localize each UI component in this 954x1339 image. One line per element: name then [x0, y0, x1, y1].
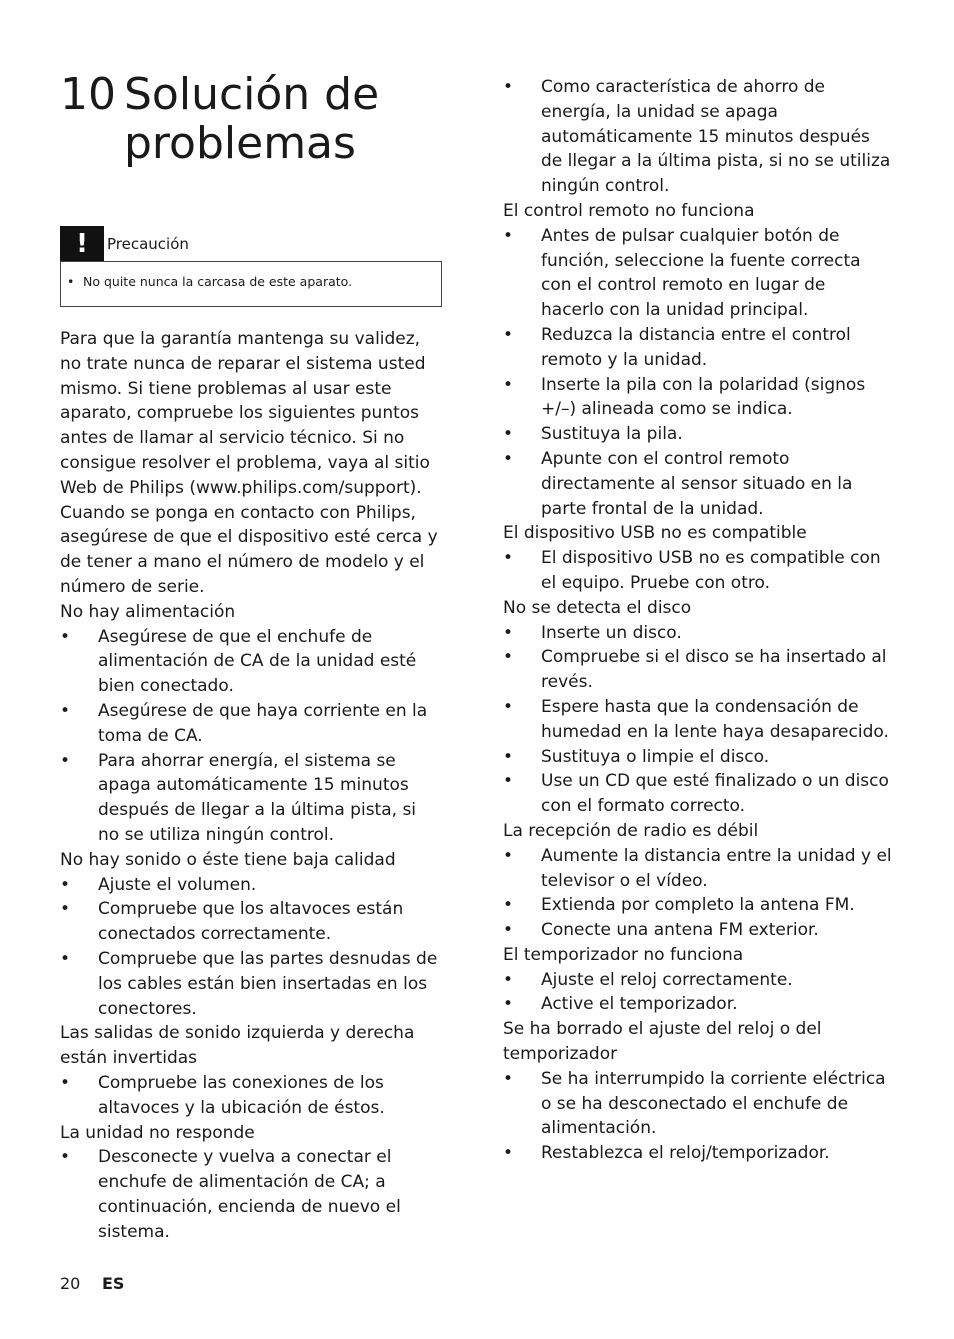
- bullet-list: [503, 546, 893, 596]
- bullet: •: [503, 1068, 514, 1089]
- list-item-text: Conecte una antena FM exterior.: [541, 920, 819, 941]
- list-item-text: Extienda por completo la antena FM.: [541, 895, 855, 916]
- list-item: [503, 323, 893, 373]
- list-item: [503, 373, 893, 423]
- continuation-list: [503, 75, 893, 199]
- bullet-list: [503, 968, 893, 1018]
- list-item: [503, 695, 893, 745]
- list-item: [60, 897, 440, 947]
- list-item-text: El dispositivo USB no es compatible con el equipo. Pruebe con otro.: [541, 548, 881, 593]
- list-item-text: Aumente la distancia entre la unidad y el televisor o el vídeo.: [541, 845, 892, 891]
- bullet: •: [503, 1143, 514, 1164]
- bullet: •: [503, 77, 514, 97]
- list-item-text: Se ha interrumpido la corriente eléctrica o se ha desconectado el enchufe de alimentación.: [541, 1068, 886, 1139]
- left-sections: [60, 600, 440, 1245]
- caution-box: [60, 261, 442, 307]
- left-column: [60, 327, 440, 1244]
- list-item: [60, 1071, 440, 1121]
- bullet-list: [503, 224, 893, 522]
- list-item: [503, 546, 893, 596]
- bullet: •: [60, 750, 71, 771]
- bullet-list: [503, 844, 893, 943]
- caution-label: Precaución: [107, 235, 189, 253]
- section-heading: No se detecta el disco: [503, 597, 692, 618]
- list-item-text: Como característica de ahorro de energía, la unidad se apaga automáticamente 15 minutos después de llegar a la última pista, si no se utiliza ningún control.: [541, 77, 891, 197]
- bullet: •: [60, 1072, 71, 1093]
- list-item: [503, 447, 893, 521]
- language-code: ES: [102, 1274, 125, 1293]
- bullet-list: [60, 873, 440, 1022]
- list-item-text: Restablezca el reloj/temporizador.: [541, 1143, 830, 1164]
- bullet: •: [503, 548, 514, 569]
- list-item: [503, 893, 893, 918]
- bullet: •: [503, 994, 514, 1015]
- exclamation-icon: !: [60, 226, 104, 262]
- list-item-text: Compruebe las conexiones de los altavoces y la ubicación de éstos.: [98, 1072, 385, 1118]
- list-item-text: Ajuste el volumen.: [98, 874, 257, 895]
- list-item: [503, 621, 893, 646]
- list-item: [503, 1067, 893, 1141]
- list-item: [503, 75, 893, 199]
- list-item-text: Inserte un disco.: [541, 622, 682, 643]
- bullet: •: [503, 225, 514, 246]
- bullet-list: [503, 621, 893, 819]
- section-heading: El dispositivo USB no es compatible: [503, 523, 807, 544]
- bullet: •: [503, 696, 514, 717]
- list-item-text: Compruebe que los altavoces están conectados correctamente.: [98, 899, 404, 945]
- caution-item-text: No quite nunca la carcasa de este aparato.: [83, 274, 353, 289]
- list-item: [503, 224, 893, 323]
- list-item-text: Para ahorrar energía, el sistema se apaga automáticamente 15 minutos después de llegar a la última pista, si no se utiliza ningún control.: [98, 750, 417, 845]
- list-item-text: Use un CD que esté finalizado o un disco con el formato correcto.: [541, 771, 889, 817]
- bullet-list: [60, 1145, 440, 1244]
- list-item-text: Sustituya o limpie el disco.: [541, 746, 770, 767]
- bullet: •: [60, 626, 71, 647]
- section-heading: Las salidas de sonido izquierda y derecha están invertidas: [60, 1023, 415, 1069]
- list-item-text: Active el temporizador.: [541, 994, 738, 1015]
- bullet: •: [60, 1147, 71, 1168]
- section-heading: La unidad no responde: [60, 1122, 255, 1143]
- list-item-text: Compruebe si el disco se ha insertado al revés.: [541, 647, 887, 693]
- section-heading: No hay alimentación: [60, 601, 236, 622]
- bullet: •: [503, 920, 514, 941]
- list-item: [60, 625, 440, 699]
- list-item-text: Asegúrese de que haya corriente en la toma de CA.: [98, 700, 428, 746]
- bullet: •: [60, 874, 71, 895]
- bullet-list: [60, 1071, 440, 1121]
- list-item-text: Desconecte y vuelva a conectar el enchufe de alimentación de CA; a continuación, encienda de nuevo el sistema.: [98, 1147, 401, 1242]
- bullet-list: [503, 1067, 893, 1166]
- bullet: •: [503, 374, 514, 395]
- list-item: [60, 749, 440, 848]
- list-item: [503, 769, 893, 819]
- list-item: [503, 645, 893, 695]
- list-item-text: Sustituya la pila.: [541, 424, 683, 445]
- bullet: •: [60, 948, 71, 969]
- list-item: [503, 844, 893, 894]
- list-item-text: Compruebe que las partes desnudas de los cables están bien insertadas en los conectores.: [98, 948, 438, 1019]
- list-item: [60, 699, 440, 749]
- bullet: •: [503, 845, 514, 866]
- list-item-text: Ajuste el reloj correctamente.: [541, 969, 793, 990]
- bullet: •: [503, 746, 514, 767]
- section-heading: Se ha borrado el ajuste del reloj o del temporizador: [503, 1019, 822, 1065]
- list-item-text: Inserte la pila con la polaridad (signos +/–) alineada como se indica.: [541, 374, 866, 420]
- list-item: [60, 947, 440, 1021]
- page-number: 20: [60, 1274, 81, 1293]
- list-item: [503, 745, 893, 770]
- list-item-text: Reduzca la distancia entre el control remoto y la unidad.: [541, 324, 851, 370]
- right-column: [503, 75, 893, 1166]
- bullet: •: [503, 324, 514, 345]
- bullet: •: [60, 899, 71, 920]
- section-heading: La recepción de radio es débil: [503, 820, 759, 841]
- bullet: •: [503, 895, 514, 916]
- bullet: •: [503, 771, 514, 792]
- bullet-list: [60, 625, 440, 848]
- list-item: [503, 968, 893, 993]
- bullet: •: [503, 448, 514, 469]
- list-item: [503, 1141, 893, 1166]
- bullet: •: [503, 647, 514, 668]
- list-item: [60, 1145, 440, 1244]
- bullet: •: [503, 622, 514, 643]
- right-sections: [503, 199, 893, 1166]
- section-heading: El control remoto no funciona: [503, 200, 755, 221]
- section-heading: No hay sonido o éste tiene baja calidad: [60, 849, 396, 870]
- chapter-number: 10: [60, 69, 116, 120]
- list-item-text: Antes de pulsar cualquier botón de función, seleccione la fuente correcta con el control remoto en lugar de hacerlo con la unidad principal.: [541, 225, 861, 321]
- list-item-text: Asegúrese de que el enchufe de alimentación de CA de la unidad esté bien conectado.: [98, 626, 417, 697]
- chapter-title: Solución de problemas: [124, 69, 380, 169]
- bullet: •: [503, 424, 514, 445]
- list-item-text: Espere hasta que la condensación de humedad en la lente haya desaparecido.: [541, 696, 889, 742]
- list-item-text: Apunte con el control remoto directamente al sensor situado en la parte frontal de la unidad.: [541, 448, 853, 519]
- bullet: •: [67, 274, 75, 289]
- bullet: •: [503, 969, 514, 990]
- intro-paragraph: Para que la garantía mantenga su validez, no trate nunca de reparar el sistema usted mismo. Si tiene problemas al usar este aparato, compruebe los siguientes puntos antes de llamar al servicio técnico. Si no consigue resolver el problema, vaya al sitio Web de Philips (www.philips.com/support). Cuando se ponga en contacto con Philips, asegúrese de que el dispositivo esté cerca y de tener a mano el número de modelo y el número de serie.: [60, 329, 438, 597]
- bullet: •: [60, 700, 71, 721]
- list-item: [503, 422, 893, 447]
- section-heading: El temporizador no funciona: [503, 944, 744, 965]
- list-item: [503, 918, 893, 943]
- list-item: [60, 873, 440, 898]
- list-item: [503, 992, 893, 1017]
